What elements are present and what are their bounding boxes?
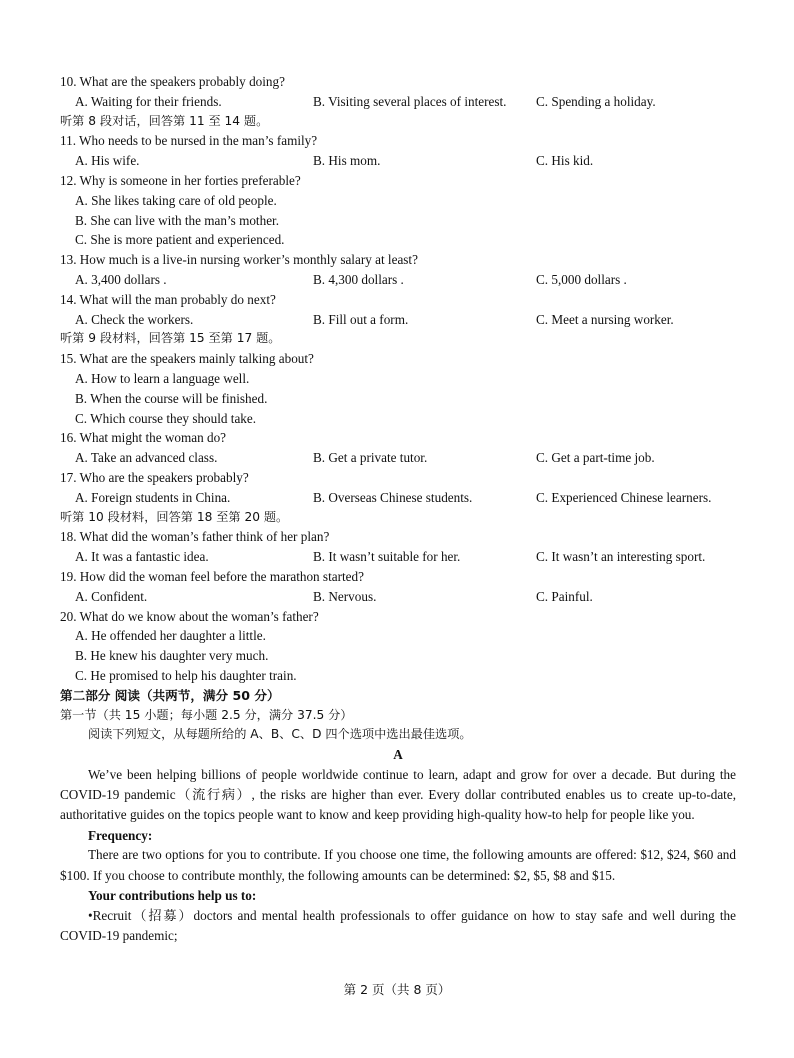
option-c: C. His kid. (536, 153, 594, 169)
option-a: A. Foreign students in China. (75, 489, 231, 505)
question-13: 13. How much is a live-in nursing worker’s monthly salary at least? (60, 252, 418, 268)
question-14: 14. What will the man probably do next? (60, 291, 276, 307)
option-a: A. It was a fantastic idea. (75, 549, 209, 565)
option-c: C. She is more patient and experienced. (75, 232, 285, 248)
option-a: A. Check the workers. (75, 311, 194, 327)
exam-page (60, 72, 736, 946)
option-b: B. Get a private tutor. (313, 450, 428, 466)
question-18: 18. What did the woman’s father think of her plan? (60, 529, 330, 545)
passage-paragraph-2: There are two options for you to contribute. If you choose one time, the following amounts are offered: $12, $24, $60 and $100. If you choose to contribute monthly, the following amounts can be determined: $2, $5, $8 and $15. (60, 847, 736, 883)
option-c: C. Get a part-time job. (536, 450, 655, 466)
question-12: 12. Why is someone in her forties preferable? (60, 172, 301, 188)
options-13 (60, 270, 736, 290)
section1-heading: 第一节（共 15 小题；每小题 2.5 分，满分 37.5 分） (60, 707, 353, 722)
option-b: B. Visiting several places of interest. (313, 93, 507, 109)
option-c: C. Spending a holiday. (536, 93, 656, 109)
option-c: C. Which course they should take. (75, 410, 257, 426)
options-11 (60, 151, 736, 171)
question-19: 19. How did the woman feel before the marathon started? (60, 568, 364, 584)
reading-directions: 阅读下列短文，从每题所给的 A、B、C、D 四个选项中选出最佳选项。 (88, 727, 472, 742)
option-c: C. He promised to help his daughter train. (75, 667, 297, 683)
option-b: B. 4,300 dollars . (313, 271, 404, 287)
options-16 (60, 448, 736, 468)
page-footer: 第 2 页（共 8 页） (343, 982, 451, 997)
question-10: 10. What are the speakers probably doing? (60, 74, 285, 89)
option-a: A. Take an advanced class. (75, 450, 218, 466)
contributions-heading: Your contributions help us to: (88, 887, 257, 903)
option-a: A. His wife. (75, 153, 140, 169)
option-a: A. How to learn a language well. (75, 370, 250, 386)
option-a: A. 3,400 dollars . (75, 271, 167, 287)
option-b: B. His mom. (313, 153, 381, 169)
question-20: 20. What do we know about the woman’s father? (60, 608, 319, 624)
option-a: A. She likes taking care of old people. (75, 192, 277, 208)
option-a: A. Confident. (75, 588, 148, 604)
option-b: B. Nervous. (313, 588, 377, 604)
part2-title: 第二部分 阅读（共两节，满分 50 分） (60, 687, 280, 703)
frequency-heading: Frequency: (88, 827, 153, 843)
option-b: B. She can live with the man’s mother. (75, 212, 280, 228)
question-17: 17. Who are the speakers probably? (60, 469, 249, 485)
option-b: B. Overseas Chinese students. (313, 489, 473, 505)
option-b: B. Fill out a form. (313, 311, 409, 327)
instruction-segment-9: 听第 9 段材料，回答第 15 至第 17 题。 (60, 331, 281, 346)
instruction-segment-8: 听第 8 段对话，回答第 11 至 14 题。 (60, 113, 269, 128)
option-a: A. He offended her daughter a little. (75, 628, 266, 644)
option-b: B. It wasn’t suitable for her. (313, 549, 461, 565)
option-b: B. When the course will be finished. (75, 390, 268, 406)
instruction-segment-10: 听第 10 段材料，回答第 18 至第 20 题。 (60, 509, 289, 524)
options-19 (60, 587, 736, 607)
options-17 (60, 488, 736, 508)
option-a: A. Waiting for their friends. (75, 93, 222, 109)
option-c: C. Painful. (536, 588, 593, 604)
option-c: C. 5,000 dollars . (536, 271, 627, 287)
option-b: B. He knew his daughter very much. (75, 648, 269, 664)
options-14 (60, 310, 736, 330)
option-c: C. Experienced Chinese learners. (536, 489, 712, 505)
passage-paragraph-1: We’ve been helping billions of people worldwide continue to learn, adapt and grow for over a decade. But during the COVID-19 pandemic（流行病）, the risks are higher than ever. Every dollar contributed enables us to create up-to-date, authoritative guides on the topics people want to know and keep providing high-quality how-to help for people like you. (60, 766, 736, 823)
question-11: 11. Who needs to be nursed in the man’s family? (60, 133, 318, 149)
options-10 (60, 92, 736, 112)
question-15: 15. What are the speakers mainly talking about? (60, 351, 314, 367)
option-c: C. Meet a nursing worker. (536, 311, 674, 327)
option-c: C. It wasn’t an interesting sport. (536, 549, 706, 565)
question-16: 16. What might the woman do? (60, 430, 227, 446)
options-18 (60, 547, 736, 567)
passage-label: A (393, 747, 403, 763)
passage-paragraph-3: •Recruit（招募）doctors and mental health professionals to offer guidance on how to stay safe and well during the COVID-19 pandemic; (60, 907, 736, 943)
